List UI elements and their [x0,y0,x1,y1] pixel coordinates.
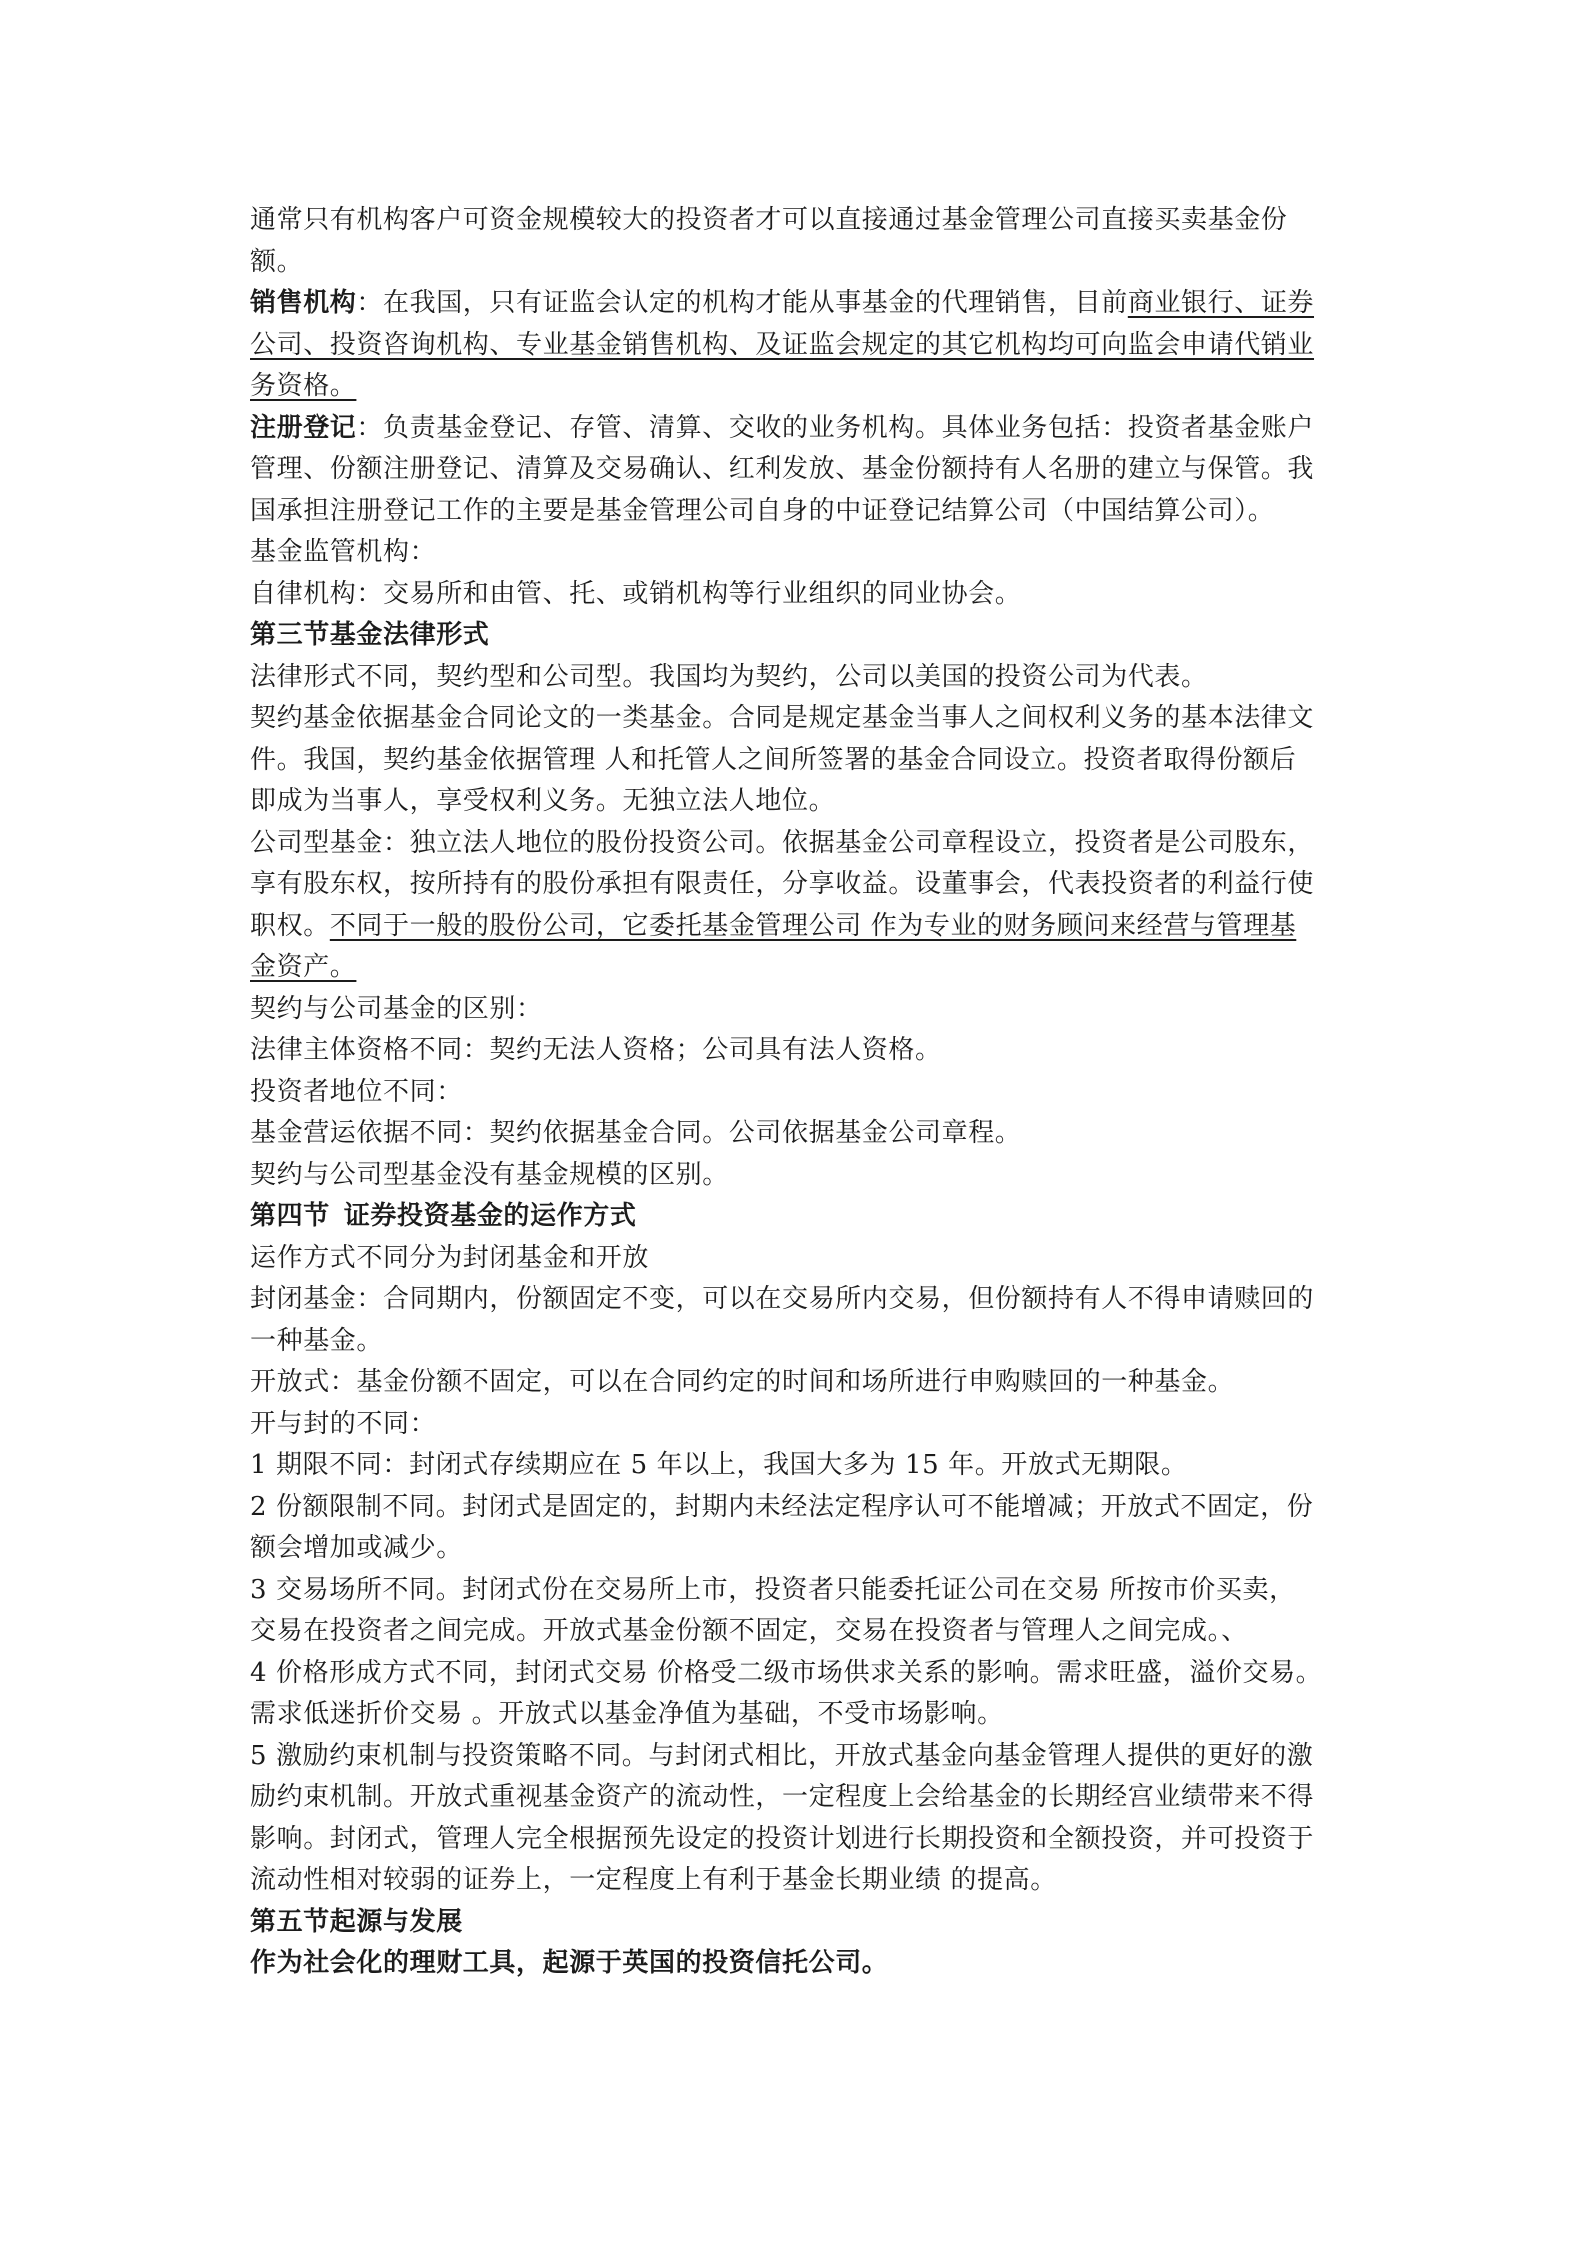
paragraph-line: 契约与公司基金的区别： [250,993,543,1024]
paragraph-line: 通常只有机构客户可资金规模较大的投资者才可以直接通过基金管理公司直接买卖基金份 [250,205,1288,235]
paragraph-line: 契约与公司型基金没有基金规模的区别。 [250,1159,729,1190]
paragraph-line: 需求低迷折价交易 。开放式以基金净值为基础，不受市场影响。 [250,1699,1004,1729]
paragraph-line: 4 价格形成方式不同，封闭式交易 价格受二级市场供求关系的影响。需求旺盛，溢价交易。 [250,1657,1323,1688]
paragraph-line: 开与封的不同： [250,1408,437,1439]
paragraph-line: 契约基金依据基金合同论文的一类基金。合同是规定基金当事人之间权利义务的基本法律文 [250,703,1315,733]
paragraph-line: 励约束机制。开放式重视基金资产的流动性，一定程度上会给基金的长期经宫业绩带来不得 [250,1782,1315,1812]
section-title: 证券投资基金的运作方式 [343,1201,637,1231]
underlined-text: 金资产。 [250,952,357,982]
bold-statement: 作为社会化的理财工具，起源于英国的投资信托公司。 [250,1948,889,1978]
paragraph-line: 基金监管机构： [250,537,437,567]
paragraph-line: 法律主体资格不同：契约无法人资格；公司具有法人资格。 [250,1035,942,1065]
section-number: 第四节 [250,1201,330,1231]
paragraph-line: 额会增加或减少。 [250,1533,463,1563]
paragraph-line: 自律机构：交易所和由管、托、或销机构等行业组织的同业协会。 [250,578,1022,609]
paragraph-line: 即成为当事人，享受权利义务。无独立法人地位。 [250,786,836,816]
paragraph-line: 投资者地位不同： [250,1076,463,1107]
paragraph-line: 2 份额限制不同。封闭式是固定的，封期内未经法定程序认可不能增减；开放式不固定，份 [250,1491,1314,1522]
paragraph-line: 5 激励约束机制与投资策略不同。与封闭式相比，开放式基金向基金管理人提供的更好的激 [250,1740,1314,1771]
text-run: ：在我国，只有证监会认定的机构才能从事基金的代理销售，目前 [356,288,1128,318]
text-run: ：负责基金登记、存管、清算、交收的业务机构。具体业务包括：投资者基金账户 [356,412,1315,443]
paragraph-line: 1 期限不同：封闭式存续期应在 5 年以上，我国大多为 15 年。开放式无期限。 [250,1450,1188,1480]
paragraph-line: 开放式：基金份额不固定，可以在合同约定的时间和场所进行申购赎回的一种基金。 [250,1367,1235,1397]
paragraph-line: 享有股东权，按所持有的股份承担有限责任，分享收益。设董事会，代表投资者的利益行使 [250,869,1315,899]
paragraph-line: 管理、份额注册登记、清算及交易确认、红利发放、基金份额持有人名册的建立与保管。我 [250,454,1315,484]
paragraph-line [250,408,1360,450]
paragraph-line: 3 交易场所不同。封闭式份在交易所上市，投资者只能委托证公司在交易 所按市价买卖， [250,1574,1296,1605]
paragraph-line [250,947,1360,989]
text-run: 职权。 [250,910,330,941]
paragraph-line [250,906,1360,948]
underlined-line: 公司、投资咨询机构、专业基金销售机构、及证监会规定的其它机构均可向监会申请代销业 [250,329,1315,360]
paragraph-line: 国承担注册登记工作的主要是基金管理公司自身的中证登记结算公司（中国结算公司）。 [250,495,1275,526]
underlined-text: 商业银行、证券 [1127,288,1315,318]
paragraph-line: 基金营运依据不同：契约依据基金合同。公司依据基金公司章程。 [250,1118,1022,1148]
paragraph-line: 交易在投资者之间完成。开放式基金份额不固定，交易在投资者与管理人之间完成。、 [250,1616,1248,1646]
underlined-text: 不同于一般的股份公司，它委托基金管理公司 作为专业的财务顾问来经营与管理基 [329,910,1297,941]
paragraph-line: 影响。封闭式，管理人完全根据预先设定的投资计划进行长期投资和全额投资，并可投资于 [250,1823,1315,1854]
paragraph-line: 流动性相对较弱的证券上，一定程度上有利于基金长期业绩 的提高。 [250,1865,1057,1895]
section-heading: 第三节基金法律形式 [250,620,490,650]
section-heading: 第五节起源与发展 [250,1906,463,1937]
paragraph-line: 一种基金。 [250,1325,384,1356]
term-label: 销售机构 [250,288,357,318]
paragraph-line: 额。 [250,246,304,277]
paragraph-line: 运作方式不同分为封闭基金和开放 [250,1242,650,1273]
paragraph-line: 件。我国，契约基金依据管理 人和托管人之间所签署的基金合同设立。投资者取得份额后 [250,744,1297,775]
term-label: 注册登记 [250,412,357,443]
paragraph-line: 封闭基金：合同期内，份额固定不变，可以在交易所内交易，但份额持有人不得申请赎回的 [250,1284,1315,1314]
section-heading [250,1196,1360,1238]
paragraph-line [250,366,1360,408]
paragraph-line: 法律形式不同，契约型和公司型。我国均为契约，公司以美国的投资公司为代表。 [250,661,1208,692]
underlined-text: 务资格。 [250,371,357,401]
document-page [250,200,1360,1985]
paragraph-line: 公司型基金：独立法人地位的股份投资公司。依据基金公司章程设立，投资者是公司股东， [250,827,1315,858]
paragraph-line [250,283,1360,325]
